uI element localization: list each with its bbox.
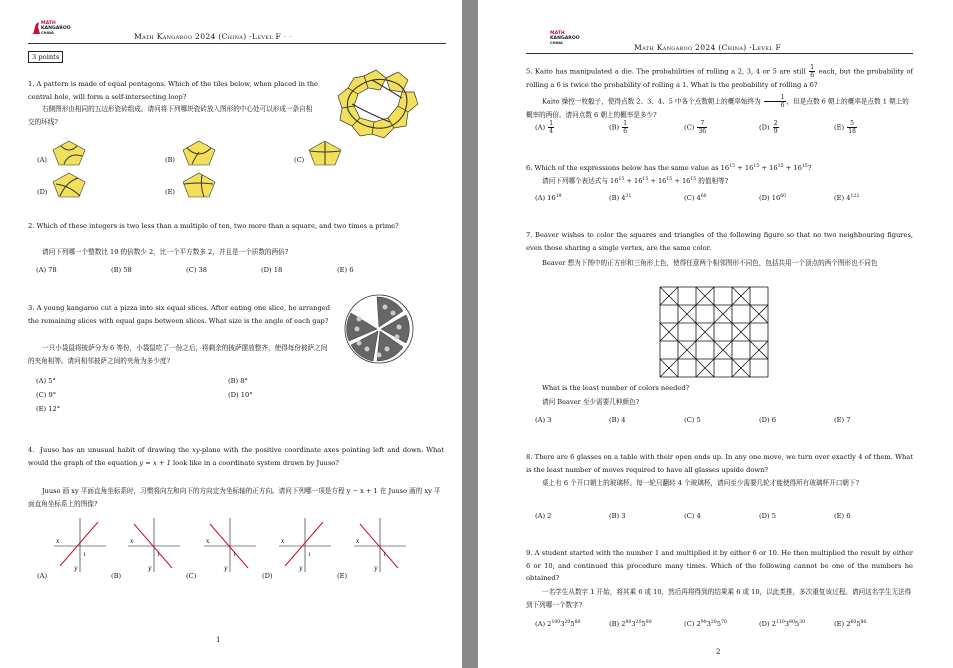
question-7-prompt: What is the least number of colors needed? [542,384,690,392]
logo-text-china: CHINA [41,31,54,35]
grid-diagonal [741,323,750,332]
math-kangaroo-logo [31,21,71,36]
q1-tile-c[interactable] [308,140,342,166]
logo-text-china: CHINA [550,41,563,45]
q4-option-b[interactable]: (B) [111,572,122,580]
axis-y-label: y [74,565,78,572]
grid-diagonal [759,314,768,323]
grid-diagonal [669,332,678,341]
q6-option-b[interactable]: (B) $4^{31}$ [609,194,632,203]
grid-diagonal [660,296,669,305]
q6-option-e[interactable]: (E) $4^{122}$ [834,194,860,203]
q4-option-d[interactable]: (D) [262,572,273,580]
grid-diagonal [723,305,732,314]
q8-option-d[interactable]: (D) 5 [759,512,776,520]
q8-option-c[interactable]: (C) 4 [684,512,701,520]
grid-diagonal [696,323,705,332]
q1-tile-e[interactable] [182,172,216,198]
q3-option-c[interactable]: (C) 9° [36,391,57,399]
q9-option-a[interactable]: (A) $2^{100}3^{20}5^{80}$ [535,620,581,629]
q5-option-c[interactable]: (C) $\frac{7}{36}$ [684,120,707,135]
axis-x-label: x [130,538,134,545]
axis-y-label: y [299,565,303,572]
tick-label: 1 [157,552,161,558]
grid-diagonal [705,323,714,332]
grid-diagonal [759,350,768,359]
q1-tile-d[interactable] [52,172,86,198]
page-number-2: 2 [716,648,721,656]
grid-diagonal [705,368,714,377]
grid-diagonal [732,287,741,296]
axis-x-label: x [56,538,60,545]
grid-diagonal [660,359,669,368]
q8-option-e[interactable]: (E) 6 [834,512,851,520]
logo-text-math: MATH [550,31,565,36]
grid-diagonal [696,359,705,368]
grid-diagonal [669,359,678,368]
grid-diagonal [669,287,678,296]
q1-option-b[interactable]: (B) [165,156,175,164]
q7-option-b[interactable]: (B) 4 [609,416,626,424]
grid-diagonal [705,359,714,368]
squares-triangles-grid-figure [654,283,774,383]
question-9-zh: 一名学生从数字 1 开始，将其乘 6 或 10，然后再将得到的结果乘 6 或 10，以此类推，多次重复该过程。请问这名学生无法得到下列哪一个数字? [526,588,912,609]
grid-diagonal [660,368,669,377]
grid-diagonal [687,305,696,314]
q4-graph-e[interactable] [352,516,408,574]
grid-diagonal [678,350,687,359]
question-1-zh: 右側图形由相同的五边形瓷砖组成。请问将下列哪块瓷砖放入图形的中心处可以形成一条自相交的环线? [28,105,313,126]
logo-text-math: MATH [41,21,56,26]
page-title: Math Kangaroo 2024 (China) -Level F - - [134,32,293,41]
grid-diagonal [759,305,768,314]
question-7-zh: Beaver 想为下图中的正方形和三角形上色，使得任意两个相邻图形不同色，包括共用一个顶点的两个图形也不同色 [542,259,878,267]
grid-diagonal [696,287,705,296]
axis-x-label: x [281,538,285,545]
q7-option-a[interactable]: (A) 3 [535,416,552,424]
grid-diagonal [732,332,741,341]
q7-option-e[interactable]: (E) 7 [834,416,851,424]
q2-option-e[interactable]: (E) 6 [337,266,354,274]
q4-graph-c[interactable] [202,516,258,574]
header-rule [28,43,446,44]
grid-diagonal [705,332,714,341]
grid-diagonal [741,287,750,296]
grid-diagonal [714,350,723,359]
question-3-text: 3. A young kangaroo cut a pizza into six equal slices. After eating one slice, he arranged the remaining slices with equal gaps between slices. What size is the angle of each gap? [28,304,330,325]
pizza-figure [343,293,415,365]
q1-option-d[interactable]: (D) [37,188,48,196]
grid-diagonal [723,350,732,359]
question-7-text: 7. Beaver wishes to color the squares and triangles of the following figure so that no two neighbouring figures, even those sharing a single vertex, are the same color. [526,231,913,252]
kangaroo-logo-icon [31,21,41,35]
page-1 [0,0,462,668]
question-2-text: 2. Which of these integers is two less than a multiple of ten, two more than a square, and two times a prime? [28,222,399,230]
grid-diagonal [687,314,696,323]
q4-option-a[interactable]: (A) [37,572,48,580]
logo-text-kangaroo: KANGAROO [550,36,580,41]
q4-graph-a[interactable] [52,516,108,574]
question-1-text: 1. A pattern is made of equal pentagons. Which of the tiles below, when placed in the central hole, will form a self-intersecting loop? [28,80,318,101]
grid-diagonal [741,296,750,305]
grid-diagonal [696,368,705,377]
q4-graph-d[interactable] [277,516,333,574]
q9-option-e[interactable]: (E) $2^{60}5^{80}$ [834,620,867,629]
question-8-text: 8. There are 6 glasses on a table with their open ends up. In any one move, we turn over exactly 4 of them. What is the least number of moves required to have all glasses upside down? [526,453,913,474]
q5-option-d[interactable]: (D) $\frac{2}{9}$ [759,120,778,135]
grid-diagonal [660,287,669,296]
question-4-text: 4. Juuso has an unusual habit of drawing the xy-plane with the positive coordinate axes pointing left and down. What would the graph of the equation y = x + 1 look like in a coordinate system drawn by Juuso? [28,446,444,467]
grid-diagonal [750,314,759,323]
q1-tile-b[interactable] [182,140,216,166]
grid-diagonal [705,296,714,305]
q4-option-e[interactable]: (E) [337,572,348,580]
axis-y-label: y [148,565,152,572]
q8-option-a[interactable]: (A) 2 [535,512,552,520]
page-title-2: Math Kangaroo 2024 (China) -Level F [634,43,782,52]
grid-diagonal [687,341,696,350]
grid-diagonal [741,332,750,341]
q3-option-b[interactable]: (B) 8° [228,377,248,385]
axis-x-label: x [356,538,360,545]
q3-option-a[interactable]: (A) 5° [36,377,56,385]
q5-option-b[interactable]: (B) $\frac{1}{6}$ [609,120,628,135]
grid-diagonal [687,350,696,359]
q9-option-d[interactable]: (D) $2^{110}3^{80}5^{30}$ [759,620,805,629]
grid-diagonal [732,296,741,305]
q2-option-c[interactable]: (C) 38 [186,266,207,274]
grid-diagonal [714,305,723,314]
question-8-zh: 桌上有 6 个开口朝上的玻璃杯。每一轮只翻转 4 个玻璃杯，请问至少需要几轮才能使得所有玻璃杯开口朝下? [542,479,860,487]
tick-label: 1 [233,552,237,558]
q6-option-c[interactable]: (C) $4^{60}$ [684,194,707,203]
grid-diagonal [669,368,678,377]
grid-diagonal [696,296,705,305]
q9-option-b[interactable]: (B) $2^{90}3^{20}5^{80}$ [609,620,652,629]
grid-diagonal [678,314,687,323]
page-2 [478,0,953,668]
q1-option-a[interactable]: (A) [37,156,47,164]
math-kangaroo-logo-2 [550,31,580,46]
q7-option-c[interactable]: (C) 5 [684,416,701,424]
grid-diagonal [714,341,723,350]
q6-option-a[interactable]: (A) $16^{19}$ [535,194,562,203]
q2-option-b[interactable]: (B) 58 [111,266,132,274]
q1-option-c[interactable]: (C) [294,156,305,164]
q2-option-a[interactable]: (A) 78 [36,266,57,274]
grid-diagonal [741,359,750,368]
grid-diagonal [660,323,669,332]
q5-option-a[interactable]: (A) $\frac{1}{4}$ [535,120,554,135]
q1-tile-a[interactable] [52,140,86,166]
grid-diagonal [678,305,687,314]
grid-diagonal [750,350,759,359]
grid-diagonal [750,305,759,314]
tick-label: 1 [383,552,387,558]
grid-diagonal [723,314,732,323]
grid-diagonal [732,359,741,368]
q6-option-d[interactable]: (D) $16^{60}$ [759,194,787,203]
q9-option-c[interactable]: (C) $2^{90}3^{20}5^{70}$ [684,620,727,629]
question-5-zh: Kaito 操控一枚骰子，使得点数 2、3、4、5 中各个点数朝上的概率始终为 $\frac{1}{6}$ ，但是点数 6 朝上的概率是点数 1 朝上的概率的两倍。请问点数 6 朝上的概率是多少? [526,94,909,119]
header-rule-2 [526,53,913,54]
points-label: 3 points [28,51,63,63]
question-4-zh: Juuso 画 xy 平面直角坐标系时，习惯将向左和向下的方向定为坐标轴的正方向。请问下列哪一项是方程 y − x + 1 在 Juuso 画的 xy 平面直角坐标系上的图像? [28,487,441,508]
grid-diagonal [714,314,723,323]
q4-graph-b[interactable] [126,516,182,574]
grid-diagonal [660,332,669,341]
grid-diagonal [705,287,714,296]
question-2-zh: 请问下列哪一个整数比 10 的倍数少 2，比一个平方数多 2，并且是一个质数的两倍? [42,248,289,256]
grid-diagonal [759,341,768,350]
axis-y-label: y [374,565,378,572]
question-5-text: 5. Kaito has manipulated a die. The probabilities of rolling a 2, 3, 4 or 5 are still $\frac{1}{6}$ each, but the probability of rolling a 6 is twice the probability of rolling a 1. What is the probability of rolling a 6? [526,64,913,89]
q8-option-b[interactable]: (B) 3 [609,512,626,520]
grid-diagonal [669,323,678,332]
logo-text-kangaroo: KANGAROO [41,26,71,31]
axis-y-label: y [224,565,228,572]
grid-diagonal [741,368,750,377]
question-6-zh: 请问下列哪个表达式与 $16^{15} + 16^{15} + 16^{15} + 16^{15}$ 的值相等? [542,177,729,186]
grid-diagonal [696,332,705,341]
q7-option-d[interactable]: (D) 6 [759,416,776,424]
pentagon-pattern-figure [328,66,428,144]
q3-option-d[interactable]: (D) 10° [228,391,253,399]
question-3-zh: 一只小袋鼠将披萨分为 6 等份，小袋鼠吃了一份之后，将剩余的披萨摆放整齐，使得每份披萨之间的夹角相等。请问相邻披萨之间的夹角为多少度? [28,344,328,365]
q2-option-d[interactable]: (D) 18 [261,266,283,274]
grid-diagonal [750,341,759,350]
grid-diagonal [723,341,732,350]
tick-label: 1 [308,552,312,558]
q3-option-e[interactable]: (E) 12° [36,405,61,413]
question-6-text: 6. Which of the expressions below has the same value as $16^{15} + 16^{15} + 16^{15} + 16^{15}$? [526,164,812,173]
grid-diagonal [669,296,678,305]
question-9-text: 9. A student started with the number 1 and multiplied it by either 6 or 10. He then multiplied the result by either 6 or 10, and continued this procedure many times. Which of the following cannot be one of the numbers he obtained? [526,549,913,582]
question-7-prompt-zh: 请问 Beaver 至少需要几种颜色? [542,398,640,406]
q1-option-e[interactable]: (E) [165,188,175,196]
axis-x-label: x [206,538,210,545]
q4-option-c[interactable]: (C) [186,572,197,580]
grid-diagonal [732,368,741,377]
page-number-1: 1 [216,636,221,644]
q5-option-e[interactable]: (E) $\frac{5}{18}$ [834,120,856,135]
grid-diagonal [732,323,741,332]
grid-diagonal [678,341,687,350]
tick-label: 1 [83,552,87,558]
